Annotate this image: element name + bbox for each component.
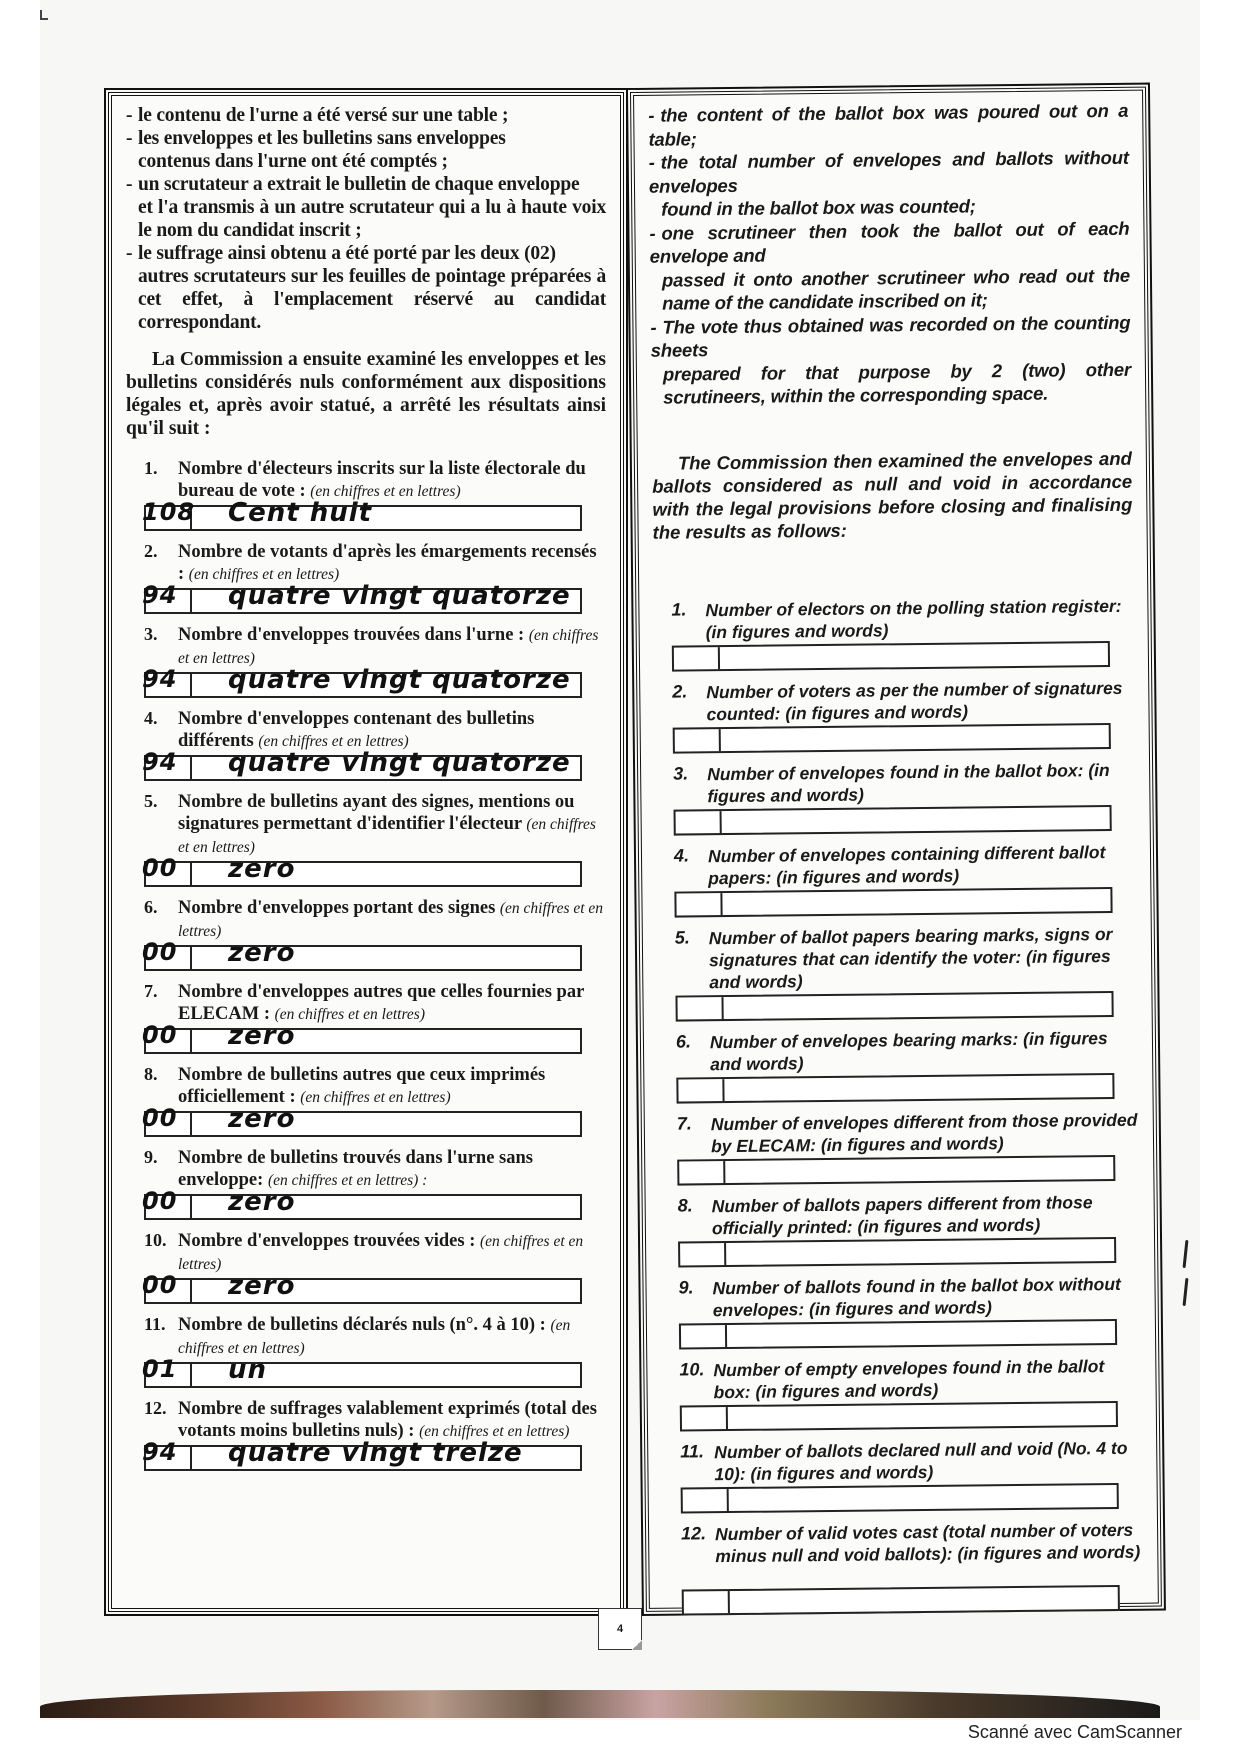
figure-field[interactable] [682, 1407, 728, 1429]
item-label [178, 458, 606, 503]
item-label-text: Nombre de suffrages valablement exprimés (total des votants moins bulletins nuls) : [178, 1399, 597, 1441]
item-number: 5. [144, 791, 158, 811]
camscanner-watermark: Scanné avec CamScanner [967, 1722, 1182, 1742]
answer-box[interactable] [142, 1438, 582, 1471]
result-item [660, 1272, 1141, 1349]
english-column [648, 99, 1144, 1600]
result-item [660, 1190, 1141, 1267]
result-item [663, 1518, 1144, 1615]
result-item [126, 981, 606, 1054]
figure-field[interactable] [142, 1438, 192, 1469]
figure-field[interactable] [142, 1021, 192, 1052]
result-item [126, 1064, 606, 1137]
item-number: 8. [677, 1194, 693, 1216]
figure-field[interactable] [677, 997, 723, 1019]
item-number: 9. [678, 1276, 694, 1298]
words-field[interactable] [192, 1021, 580, 1052]
french-intro-paragraph: La Commission a ensuite examiné les enveloppes et les bulletins considérés nuls conformément aux dispositions légales et, après avoir statué, a arrêté les résultats ainsi qu'il suit : [126, 349, 606, 439]
handwritten-figure: 00 [142, 1271, 178, 1299]
item-label-text: Number of envelopes found in the ballot box: [707, 759, 1084, 784]
item-number: 1. [671, 598, 687, 620]
french-column [126, 104, 606, 1600]
figure-field[interactable] [675, 729, 721, 751]
item-label-text: Number of empty envelopes found in the ballot box: [713, 1355, 1105, 1402]
handwritten-figure: 00 [142, 1104, 178, 1132]
figure-field[interactable] [142, 1104, 192, 1135]
result-item [126, 624, 606, 698]
item-hint: (in figures and words) [776, 865, 960, 888]
procedure-bullet: - le suffrage ainsi obtenu a été porté par les deux (02) autres scrutateurs sur les feuilles de pointage préparées à cet effet, à l'emplacement réservé au candidat correspondant. [126, 243, 606, 333]
item-label [178, 1398, 606, 1443]
bullet-continuation: et l'a transmis à un autre scrutateur qui a lu à haute voix le nom du candidat inscrit ; [138, 197, 606, 241]
item-number: 5. [674, 926, 690, 948]
handwritten-words: quatre vingt quatorze [228, 665, 571, 695]
item-hint: (en chiffres et en lettres) : [267, 1172, 428, 1189]
words-field[interactable] [726, 1238, 1114, 1264]
item-label [710, 1026, 1138, 1074]
item-hint: (en chiffres et en lettres) [178, 816, 596, 856]
words-field[interactable] [720, 643, 1108, 669]
answer-box[interactable] [142, 1187, 582, 1220]
item-label-text: Number of envelopes containing different ballot papers: [707, 841, 1106, 888]
procedure-bullet: - les enveloppes et les bulletins sans enveloppes contenus dans l'urne ont été comptés ; [126, 127, 606, 173]
words-field[interactable] [192, 1355, 580, 1386]
figure-field[interactable] [678, 1079, 724, 1101]
handwritten-figure: 00 [142, 1187, 178, 1215]
item-hint: (en chiffres et en lettres) [274, 1006, 425, 1023]
bullet-text: one scrutineer then took the ballot out of each envelope and [649, 217, 1130, 267]
handwritten-words: zero [228, 938, 296, 968]
procedure-bullet: - The vote thus obtained was recorded on the counting sheets prepared for that purpose by 2 (two) other scrutineers, within the corresponding space. [650, 311, 1132, 408]
item-label-text: Nombre de votants d'après les émargements recensés : [178, 542, 597, 584]
result-item [662, 1436, 1143, 1513]
item-label [178, 1230, 606, 1276]
handwritten-figure: 94 [142, 748, 178, 776]
item-hint: (in figures and words) [785, 700, 969, 723]
words-field[interactable] [192, 938, 580, 969]
handwritten-words: zero [228, 1271, 296, 1301]
item-label [712, 1190, 1140, 1238]
handwritten-words: quatre vingt treize [228, 1438, 523, 1468]
result-item [656, 840, 1137, 917]
item-number: 3. [144, 624, 158, 644]
item-hint: (en chiffres et en lettres) [178, 1233, 584, 1273]
item-label [712, 1272, 1140, 1320]
item-label-text: Nombre d'enveloppes trouvées vides : [178, 1231, 476, 1251]
item-number: 8. [144, 1064, 158, 1084]
words-field[interactable] [192, 581, 580, 612]
result-item [126, 1147, 606, 1220]
item-hint: (in figures and words) [755, 1379, 939, 1402]
item-label-text: Nombre de bulletins autres que ceux imprimés officiellement : [178, 1065, 546, 1107]
result-item [126, 458, 606, 531]
words-field[interactable] [725, 1156, 1113, 1182]
words-field[interactable] [192, 498, 580, 529]
figure-field[interactable] [676, 893, 722, 915]
item-label [178, 897, 606, 943]
french-column-frame [108, 92, 624, 1612]
item-label [178, 1064, 606, 1109]
result-item [661, 1354, 1142, 1431]
answer-box[interactable] [680, 1400, 1118, 1431]
item-number: 9. [144, 1147, 158, 1167]
procedure-bullet: - the content of the ballot box was poured out on a table; [648, 99, 1129, 150]
result-item [126, 1398, 606, 1471]
item-number: 4. [144, 708, 158, 728]
words-field[interactable] [722, 807, 1110, 833]
figure-field[interactable] [684, 1591, 730, 1613]
item-hint: (in figures and words) [750, 1461, 934, 1484]
item-number: 1. [144, 458, 158, 478]
french-results-list [126, 458, 606, 1471]
figure-field[interactable] [142, 1355, 192, 1386]
result-item [126, 541, 606, 614]
answer-box[interactable] [142, 1355, 582, 1388]
item-label-text: Number of ballots papers different from those officially printed: [711, 1191, 1093, 1238]
bullet-continuation: autres scrutateurs sur les feuilles de pointage préparées à cet effet, à l'emplacement réservé au candidat correspondant. [138, 266, 606, 333]
procedure-bullet: - one scrutineer then took the ballot out of each envelope and passed it onto another scrutineer who read out the name of the candidate inscribed on it; [649, 217, 1131, 314]
item-hint: (in figures and words) [820, 1132, 1004, 1155]
bullet-text: the content of the ballot box was poured out on a table; [648, 99, 1129, 150]
item-hint: (en chiffres et en lettres) [188, 566, 340, 583]
words-field[interactable] [728, 1402, 1116, 1428]
item-label [178, 708, 606, 753]
answer-box[interactable] [682, 1584, 1120, 1615]
figure-field[interactable] [142, 938, 192, 969]
bullet-continuation: passed it onto another scrutineer who read out the name of the candidate inscribed on it; [661, 264, 1131, 314]
procedure-bullet: - the total number of envelopes and ballots without envelopes found in the ballot box was counted; [648, 146, 1129, 220]
bullet-text: le suffrage ainsi obtenu a été porté par les deux (02) [138, 243, 556, 264]
words-field[interactable] [724, 1075, 1112, 1101]
item-label-text: Nombre d'électeurs inscrits sur la liste électorale du bureau de vote : [178, 459, 586, 501]
figure-field[interactable] [142, 498, 196, 529]
item-label-text: Number of envelopes different from those provided by ELECAM: [710, 1109, 1138, 1156]
bullet-text: un scrutateur a extrait le bulletin de chaque enveloppe [138, 174, 580, 195]
handwritten-words: un [228, 1355, 268, 1385]
item-label-text: Nombre de bulletins trouvés dans l'urne sans enveloppe: [178, 1148, 533, 1190]
words-field[interactable] [730, 1586, 1118, 1612]
item-number: 2. [144, 541, 158, 561]
item-label-text: Number of envelopes bearing marks: [709, 1028, 1019, 1052]
answer-box[interactable] [142, 665, 582, 698]
item-label-text: Number of ballots declared null and void (No. 4 to 10): [714, 1437, 1128, 1484]
figure-field[interactable] [142, 1187, 192, 1218]
item-label-text: Number of voters as per the number of signatures counted: [706, 677, 1123, 724]
handwritten-figure: 108 [142, 498, 196, 526]
result-item [658, 1026, 1139, 1103]
english-column-frame [630, 87, 1162, 1612]
item-label [178, 624, 606, 670]
item-label-text: Nombre d'enveloppes autres que celles fournies par ELECAM : [178, 982, 584, 1024]
figure-field[interactable] [681, 1325, 727, 1347]
answer-box[interactable] [142, 938, 582, 971]
bullet-continuation: contenus dans l'urne ont été comptés ; [138, 151, 448, 172]
item-number: 10. [144, 1230, 167, 1250]
item-number: 12. [680, 1522, 707, 1544]
item-hint: (en chiffres et en lettres) [178, 1317, 571, 1357]
item-number: 11. [680, 1440, 705, 1462]
item-label [178, 1147, 606, 1192]
figure-field[interactable] [142, 854, 192, 885]
bullet-continuation: found in the ballot box was counted; [661, 195, 976, 220]
item-number: 6. [675, 1030, 692, 1052]
figure-field[interactable] [680, 1243, 726, 1265]
handwritten-words: zero [228, 854, 296, 884]
handwritten-figure: 01 [142, 1355, 178, 1383]
item-hint: (en chiffres et en lettres) [310, 483, 461, 500]
result-item [653, 594, 1134, 671]
item-label-text: Nombre d'enveloppes trouvées dans l'urne : [178, 625, 525, 645]
item-hint: (en chiffres et en lettres) [300, 1089, 451, 1106]
english-results-list [653, 594, 1144, 1615]
handwritten-figure: 00 [142, 938, 178, 966]
figure-field[interactable] [674, 647, 720, 669]
item-label-text: Number of ballot papers bearing marks, signs or signatures that can identify the voter: [708, 923, 1113, 970]
item-label [178, 1314, 606, 1360]
figure-field[interactable] [142, 581, 192, 612]
handwritten-figure: 94 [142, 581, 178, 609]
bullet-continuation: prepared for that purpose by 2 (two) other scrutineers, within the corresponding space. [662, 358, 1132, 408]
result-item [654, 676, 1135, 753]
answer-box[interactable] [673, 723, 1111, 754]
figure-field[interactable] [683, 1489, 729, 1511]
words-field[interactable] [192, 748, 580, 779]
item-hint: (in figures and words) [709, 945, 1111, 992]
item-number: 3. [673, 762, 689, 784]
figure-field[interactable] [676, 811, 722, 833]
answer-box[interactable] [676, 1072, 1114, 1103]
handwritten-words: zero [228, 1187, 296, 1217]
words-field[interactable] [729, 1484, 1117, 1510]
item-hint: (in figures and words) [707, 759, 1110, 806]
result-item [659, 1108, 1140, 1185]
item-hint: (in figures and words) [705, 619, 889, 642]
bullet-text: the total number of envelopes and ballots without envelopes [648, 146, 1129, 197]
item-number: 6. [144, 897, 158, 917]
item-hint: (in figures and words) [857, 1214, 1041, 1237]
item-label-text: Nombre de bulletins ayant des signes, mentions ou signatures permettant d'identifier l'électeur [178, 792, 575, 834]
handwritten-figure: 00 [142, 1021, 178, 1049]
words-field[interactable] [727, 1320, 1115, 1346]
item-hint: (in figures and words) [710, 1027, 1108, 1074]
answer-box[interactable] [677, 1154, 1115, 1185]
procedure-bullet: - le contenu de l'urne a été versé sur une table ; [126, 105, 509, 126]
words-field[interactable] [723, 993, 1111, 1019]
words-field[interactable] [722, 889, 1110, 915]
item-label [705, 594, 1133, 642]
item-number: 2. [672, 680, 688, 702]
answer-box[interactable] [142, 581, 582, 614]
figure-field[interactable] [142, 665, 192, 696]
figure-field[interactable] [142, 1271, 192, 1302]
item-label [714, 1436, 1142, 1484]
item-number: 7. [144, 981, 158, 1001]
result-item [126, 897, 606, 971]
item-label-text: Nombre d'enveloppes portant des signes [178, 898, 496, 918]
answer-box[interactable] [679, 1318, 1117, 1349]
bullet-text: The vote thus obtained was recorded on the counting sheets [650, 311, 1131, 361]
item-label [709, 922, 1138, 992]
item-hint: (in figures and words) [808, 1296, 992, 1319]
item-label-text: Number of electors on the polling station register: [705, 595, 1122, 620]
item-label [178, 791, 606, 859]
answer-box[interactable] [142, 1104, 582, 1137]
words-field[interactable] [192, 1271, 580, 1302]
item-label [178, 981, 606, 1026]
result-item [655, 758, 1136, 835]
result-item [126, 708, 606, 781]
item-number: 11. [144, 1314, 166, 1334]
answer-box[interactable] [142, 854, 582, 887]
scan-background-edge [40, 1690, 1160, 1718]
item-label-text: Nombre de bulletins déclarés nuls (n°. 4 à 10) : [178, 1315, 546, 1335]
item-label-text: Nombre d'enveloppes contenant des bulletins différents [178, 709, 535, 751]
answer-box[interactable] [142, 748, 582, 781]
handwritten-words: zero [228, 1021, 296, 1051]
handwritten-words: quatre vingt quatorze [228, 748, 571, 778]
english-intro-paragraph: The Commission then examined the envelopes and ballots considered as null and void in accordance with the legal provisions before closing and finalising the results as follows: [652, 447, 1133, 543]
item-number: 4. [673, 844, 690, 866]
answer-box[interactable] [672, 641, 1110, 672]
bullet-text: le contenu de l'urne a été versé sur une table ; [138, 105, 509, 126]
answer-box[interactable] [678, 1236, 1116, 1267]
binding-marks [1180, 1240, 1190, 1310]
answer-box[interactable] [674, 886, 1112, 917]
item-label [178, 541, 606, 586]
item-label [707, 758, 1135, 806]
handwritten-words: zero [228, 1104, 296, 1134]
handwritten-figure: 94 [142, 665, 178, 693]
answer-box[interactable] [681, 1482, 1119, 1513]
words-field[interactable] [192, 1104, 580, 1135]
answer-box[interactable] [142, 1271, 582, 1304]
result-item [126, 1314, 606, 1388]
words-field[interactable] [192, 665, 580, 696]
words-field[interactable] [192, 1187, 580, 1218]
answer-box[interactable] [674, 804, 1112, 835]
item-label [706, 676, 1134, 724]
french-procedure-list [126, 104, 606, 334]
item-number: 12. [144, 1398, 167, 1418]
answer-box[interactable] [142, 1021, 582, 1054]
handwritten-words: Cent huit [228, 498, 373, 528]
item-label [711, 1108, 1139, 1156]
item-label [708, 840, 1136, 888]
words-field[interactable] [192, 854, 580, 885]
item-hint: (en chiffres et en lettres) [419, 1423, 570, 1440]
figure-field[interactable] [679, 1161, 725, 1183]
handwritten-words: quatre vingt quatorze [228, 581, 571, 611]
item-hint: (en chiffres et en lettres) [258, 733, 409, 750]
item-label-text: Number of ballots found in the ballot box without envelopes: [712, 1273, 1121, 1320]
handwritten-figure: 00 [142, 854, 178, 882]
crop-mark [40, 10, 48, 20]
answer-box[interactable] [675, 990, 1113, 1021]
item-hint: (en chiffres et en lettres) [178, 900, 604, 940]
words-field[interactable] [192, 1438, 580, 1469]
item-label [713, 1354, 1141, 1402]
item-number: 7. [676, 1112, 692, 1134]
item-number: 10. [679, 1358, 705, 1380]
page-number: 4 [598, 1608, 642, 1650]
item-label [715, 1518, 1143, 1566]
figure-field[interactable] [142, 748, 192, 779]
procedure-bullet: - un scrutateur a extrait le bulletin de chaque enveloppe et l'a transmis à un autre scrutateur qui a lu à haute voix le nom du candidat inscrit ; [126, 174, 606, 241]
result-item [126, 1230, 606, 1304]
item-hint: (en chiffres et en lettres) [178, 627, 599, 667]
item-label-text: Number of valid votes cast (total number of voters minus null and void ballots): [714, 1519, 1134, 1566]
item-hint: (in figures and words) [957, 1541, 1141, 1564]
result-item [657, 922, 1138, 1021]
result-item [126, 791, 606, 887]
bullet-text: les enveloppes et les bulletins sans enveloppes [138, 128, 506, 149]
answer-box[interactable] [142, 498, 582, 531]
words-field[interactable] [721, 725, 1109, 751]
english-procedure-list [648, 99, 1131, 410]
handwritten-figure: 94 [142, 1438, 178, 1466]
